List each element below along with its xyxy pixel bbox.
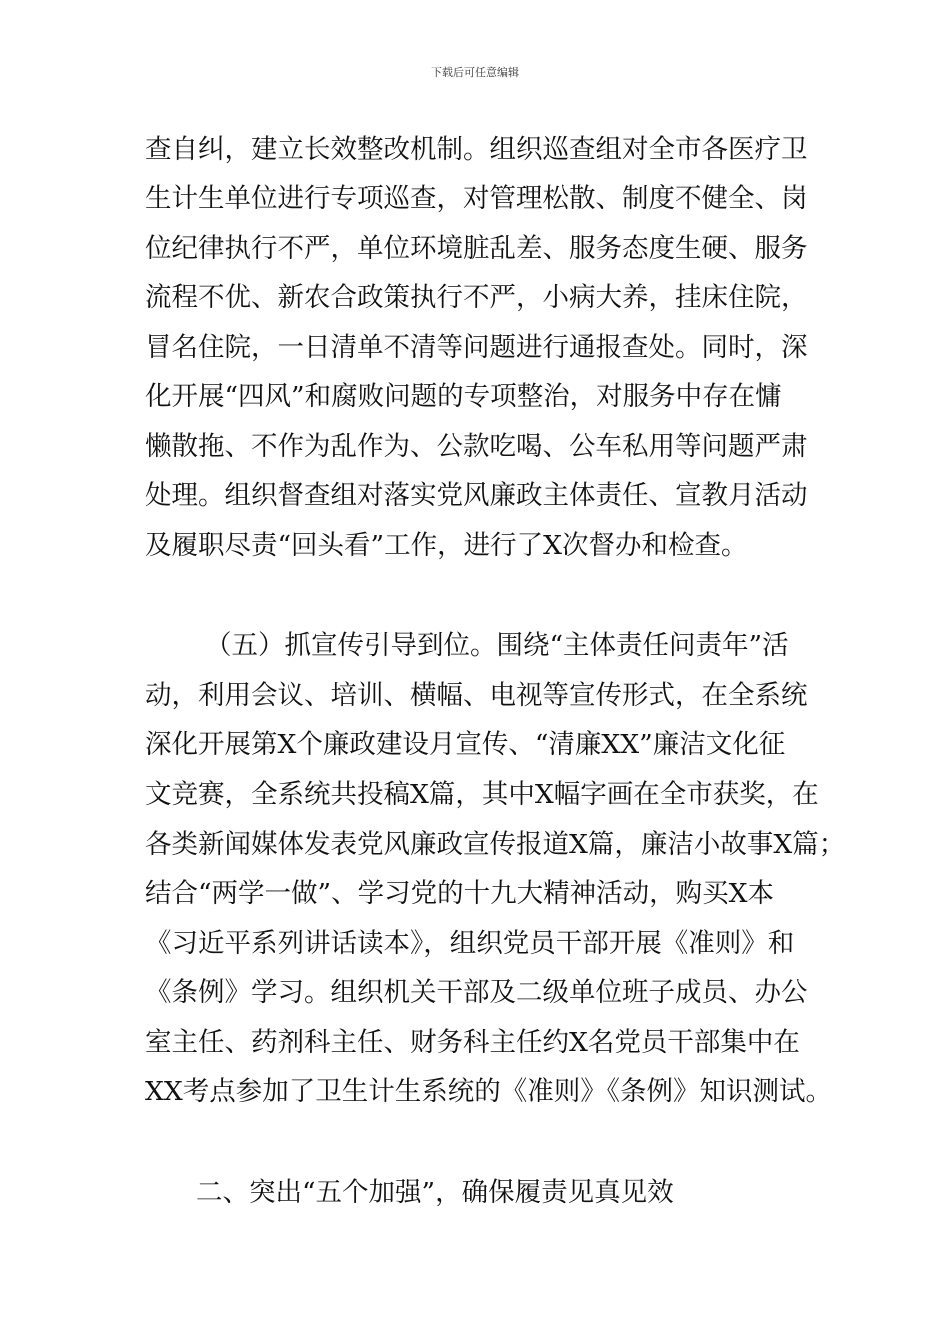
page-header-note: 下载后可任意编辑 [431, 66, 519, 79]
text-line: （五）抓宣传引导到位。围绕“主体责任问责年”活 [205, 630, 789, 661]
text-line: 生计生单位进行专项巡查，对管理松散、制度不健全、岗 [145, 183, 808, 214]
text-line: 处理。组织督查组对落实党风廉政主体责任、宣教月活动 [145, 480, 808, 511]
text-line: 《条例》学习。组织机关干部及二级单位班子成员、办公 [145, 977, 808, 1008]
text-line: 室主任、药剂科主任、财务科主任约X名党员干部集中在 [145, 1027, 800, 1058]
text-line: 懒散拖、不作为乱作为、公款吃喝、公车私用等问题严肃 [145, 431, 808, 462]
text-line: 化开展“四风”和腐败问题的专项整治，对服务中存在慵 [145, 381, 782, 412]
text-line: 流程不优、新农合政策执行不严，小病大养，挂床住院， [145, 282, 808, 313]
text-line: 深化开展第X个廉政建设月宣传、“清廉XX”廉洁文化征 [145, 729, 786, 760]
text-line: 查自纠，建立长效整改机制。组织巡查组对全市各医疗卫 [145, 134, 808, 165]
text-line: 动，利用会议、培训、横幅、电视等宣传形式，在全系统 [145, 680, 808, 711]
text-line: 《习近平系列讲话读本》，组织党员干部开展《准则》和 [145, 928, 795, 959]
text-line: 结合“两学一做”、学习党的十九大精神活动，购买X本 [145, 878, 774, 909]
text-line: 冒名住院，一日清单不清等问题进行通报查处。同时，深 [145, 332, 808, 363]
text-line: 各类新闻媒体发表党风廉政宣传报道X篇，廉洁小故事X篇； [145, 829, 846, 860]
text-line: 文竞赛，全系统共投稿X篇，其中X幅字画在全市获奖，在 [145, 779, 819, 810]
text-line: 位纪律执行不严，单位环境脏乱差、服务态度生硬、服务 [145, 233, 808, 264]
section-heading: 二、突出“五个加强”，确保履责见真见效 [196, 1177, 674, 1208]
text-line: XX考点参加了卫生计生系统的《准则》《条例》知识测试。 [145, 1076, 832, 1107]
text-line: 及履职尽责“回头看”工作，进行了X次督办和检查。 [145, 530, 748, 561]
